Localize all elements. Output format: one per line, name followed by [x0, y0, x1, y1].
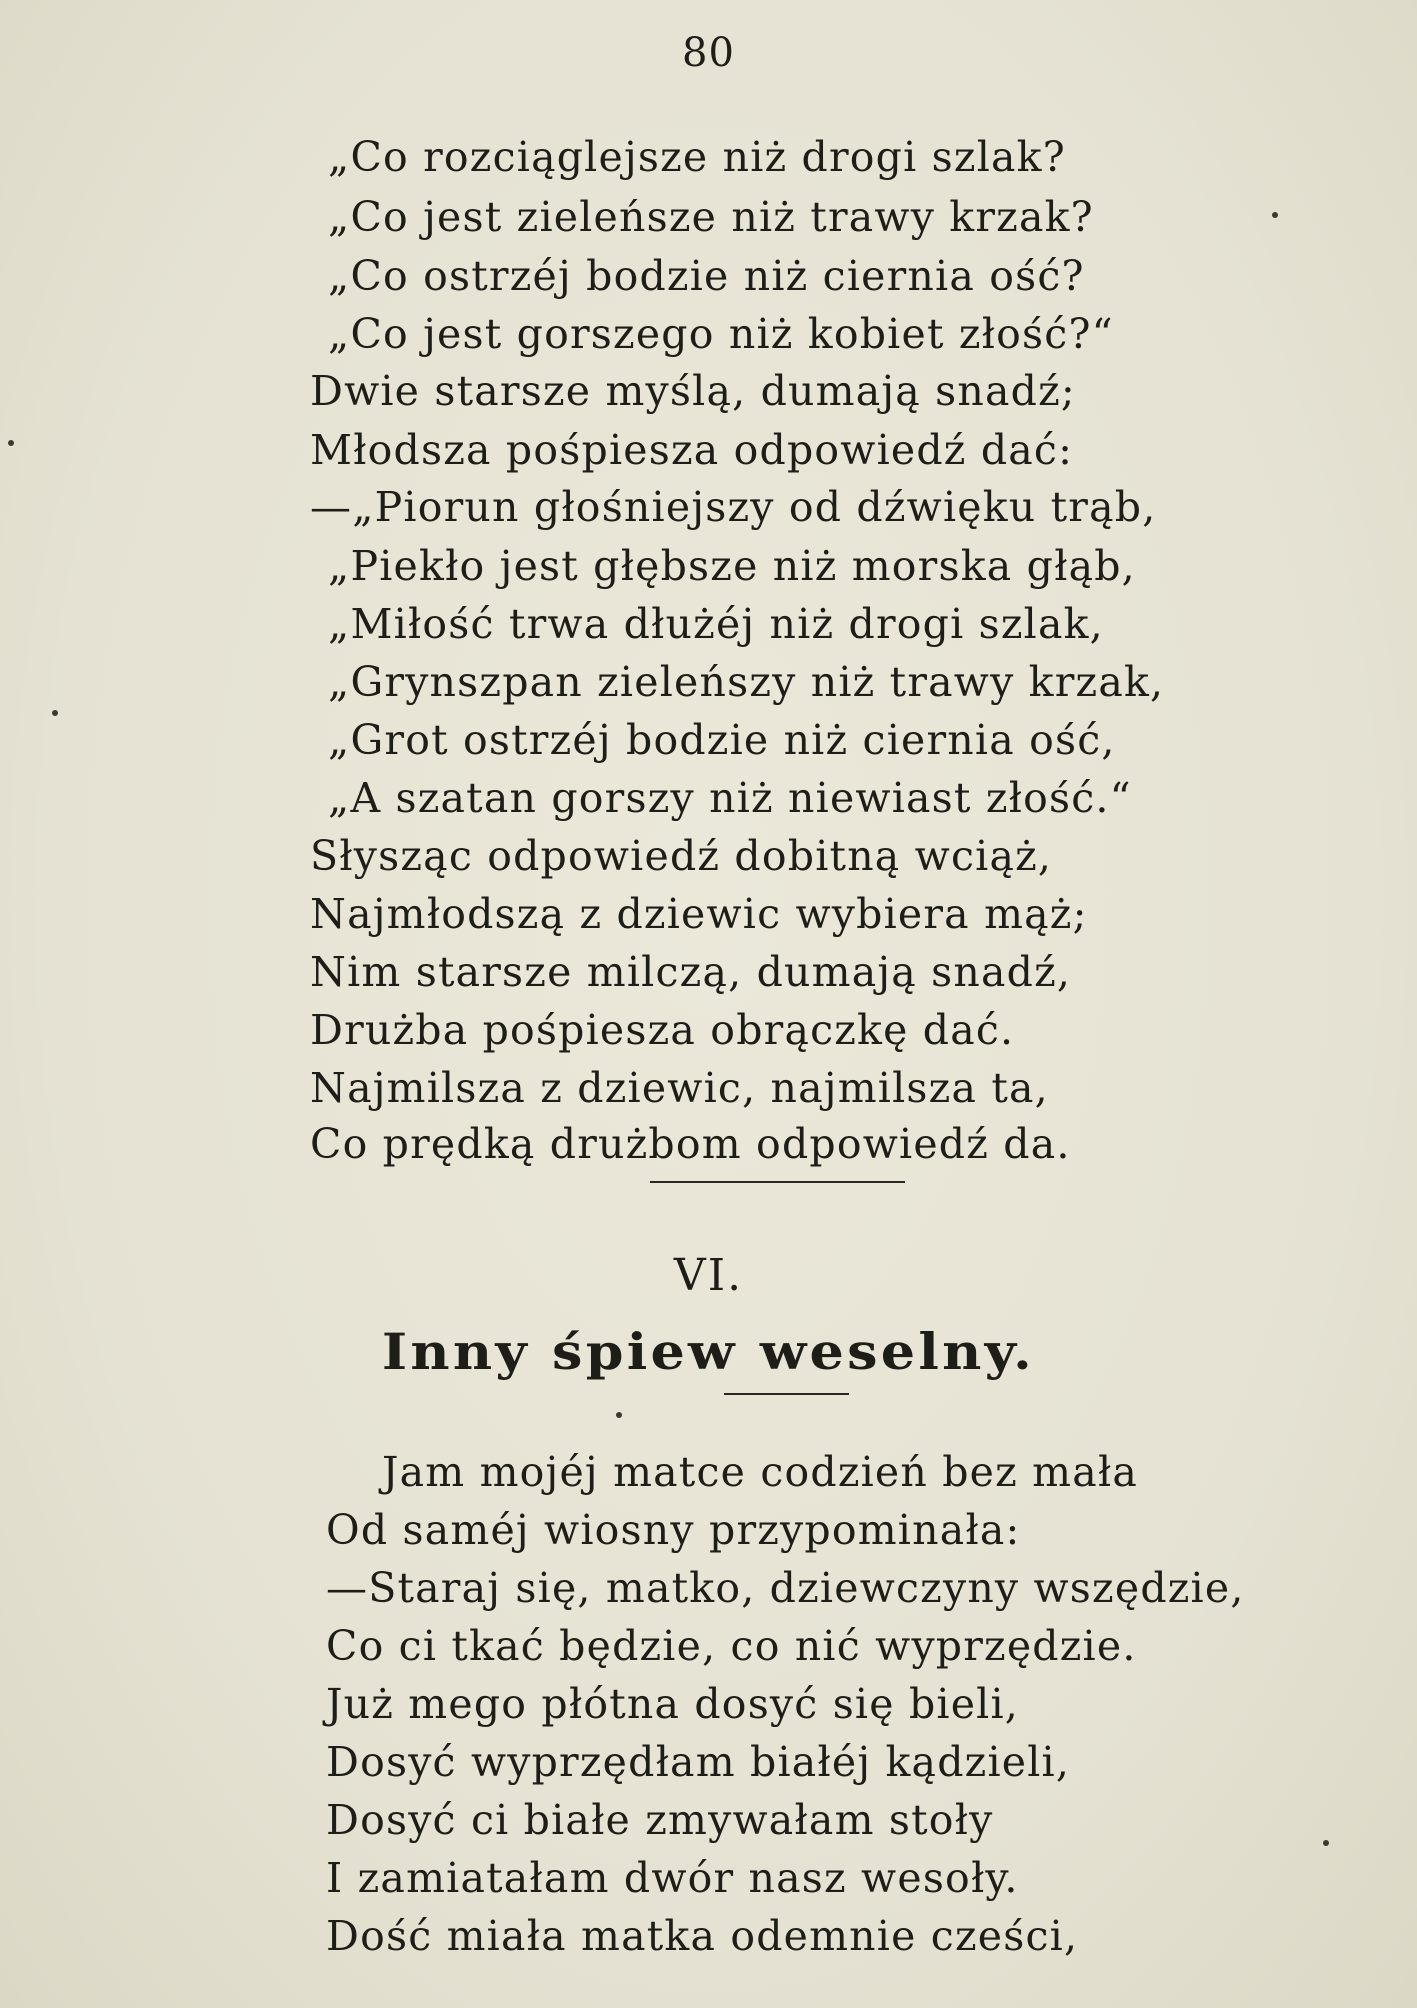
title-underline: [724, 1393, 849, 1395]
page-number: 80: [682, 30, 735, 76]
verse-line: Dość miała matka odemnie cześci,: [326, 1912, 1079, 1960]
verse-line: Najmilsza z dziewic, najmilsza ta,: [310, 1064, 1049, 1112]
ink-speck: [1323, 1840, 1329, 1846]
ink-speck: [1272, 212, 1278, 218]
section-number: VI.: [673, 1250, 744, 1301]
verse-line: Drużba pośpiesza obrączkę dać.: [310, 1006, 1015, 1054]
verse-line: „A szatan gorszy niż niewiast złość.“: [328, 774, 1132, 822]
verse-line: I zamiatałam dwór nasz wesoły.: [326, 1854, 1019, 1902]
verse-line: Co prędką drużbom odpowiedź da.: [310, 1120, 1071, 1168]
verse-line: „Co jest zieleńsze niż trawy krzak?: [328, 193, 1094, 241]
verse-line: „Grot ostrzéj bodzie niż ciernia ość,: [328, 716, 1116, 764]
verse-line: „Co rozciąglejsze niż drogi szlak?: [328, 133, 1066, 181]
verse-line: Dwie starsze myślą, dumają snadź;: [310, 367, 1076, 415]
verse-line: —„Piorun głośniejszy od dźwięku trąb,: [310, 483, 1157, 531]
verse-line: Słysząc odpowiedź dobitną wciąż,: [310, 832, 1053, 880]
verse-line: „Grynszpan zieleńszy niż trawy krzak,: [328, 658, 1165, 706]
verse-line: Nim starsze milczą, dumają snadź,: [310, 948, 1072, 996]
verse-line: Dosyć wyprzędłam białéj kądzieli,: [326, 1738, 1071, 1786]
ink-speck: [52, 710, 58, 716]
verse-line: Już mego płótna dosyć się bieli,: [326, 1680, 1020, 1728]
section-title: Inny śpiew weselny.: [381, 1322, 1036, 1381]
verse-line: „Piekło jest głębsze niż morska głąb,: [328, 542, 1136, 590]
section-divider: [650, 1181, 905, 1183]
verse-line: Najmłodszą z dziewic wybiera mąż;: [310, 890, 1088, 938]
ink-speck: [8, 440, 14, 446]
verse-line: Co ci tkać będzie, co nić wyprzędzie.: [326, 1622, 1137, 1670]
verse-line: „Co jest gorszego niż kobiet złość?“: [328, 310, 1114, 358]
verse-line: Od saméj wiosny przypominała:: [326, 1506, 1021, 1554]
verse-line: Dosyć ci białe zmywałam stoły: [326, 1796, 994, 1844]
ink-speck: [616, 1412, 622, 1418]
verse-line: —Staraj się, matko, dziewczyny wszędzie,: [326, 1564, 1245, 1612]
verse-line: „Miłość trwa dłużéj niż drogi szlak,: [328, 600, 1104, 648]
verse-line: Młodsza pośpiesza odpowiedź dać:: [310, 426, 1074, 474]
verse-line: Jam mojéj matce codzień bez mała: [382, 1448, 1139, 1496]
verse-line: „Co ostrzéj bodzie niż ciernia ość?: [328, 252, 1085, 300]
